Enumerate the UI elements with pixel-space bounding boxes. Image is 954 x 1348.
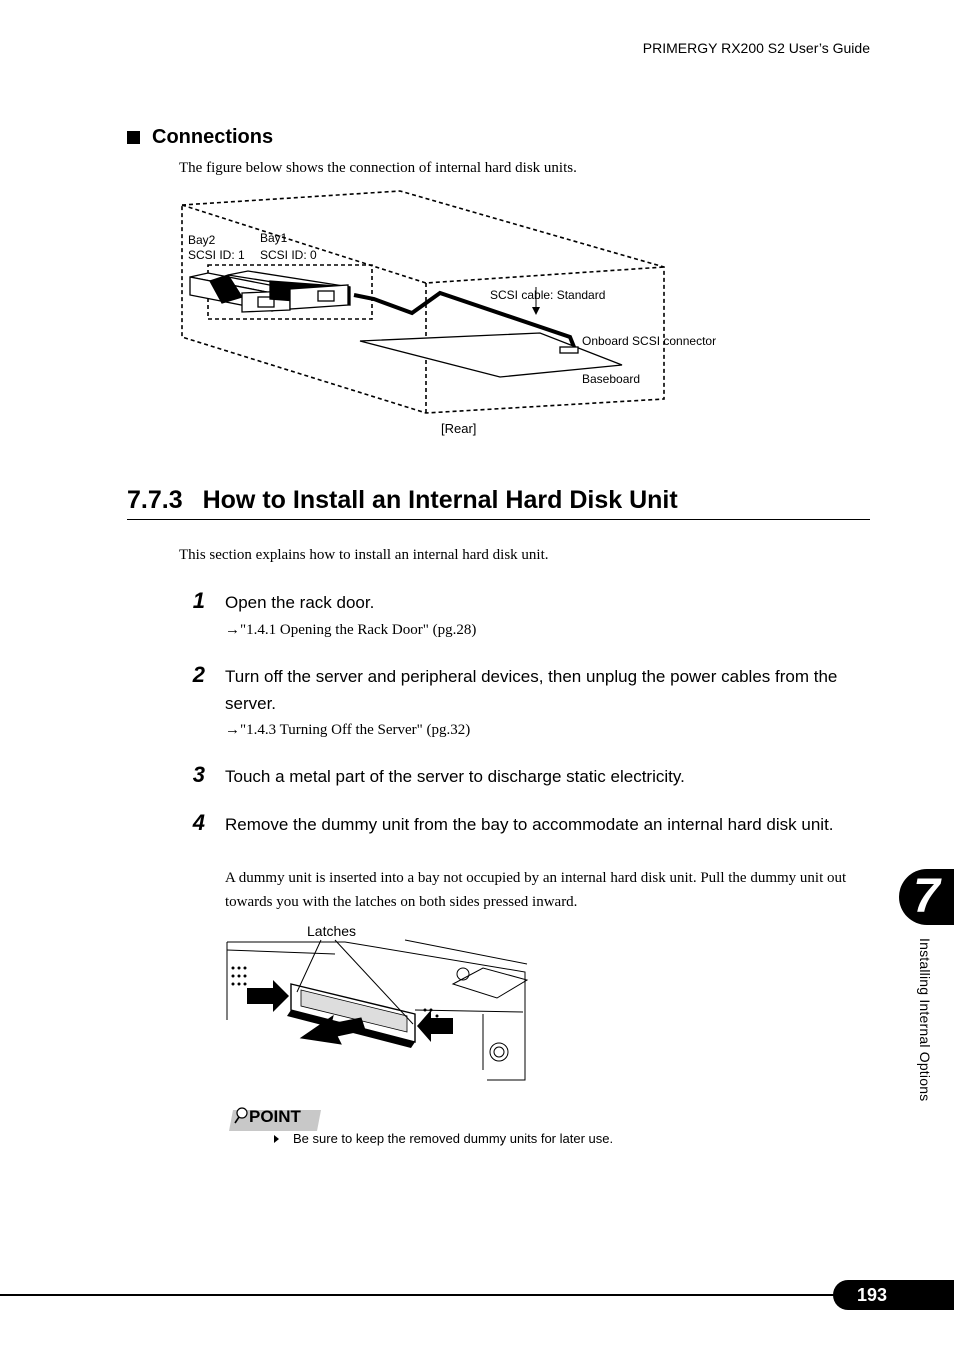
cable-label: SCSI cable: Standard	[490, 288, 606, 302]
running-header: PRIMERGY RX200 S2 User’s Guide	[642, 40, 870, 56]
section-number: 7.7.3	[127, 486, 183, 514]
point-bullet-text: Be sure to keep the removed dummy units for later use.	[293, 1131, 614, 1146]
bay1-label: Bay1	[260, 231, 288, 245]
baseboard-label: Baseboard	[582, 372, 641, 386]
chapter-side-label: Installing Internal Options	[917, 938, 933, 1102]
step-number: 3	[192, 762, 205, 787]
step-number: 4	[192, 810, 205, 835]
page-number: 193	[833, 1280, 954, 1310]
step-text: Open the rack door.	[225, 593, 375, 612]
magnifier-icon	[237, 1108, 247, 1118]
connections-heading	[127, 126, 273, 149]
step-text: Turn off the server and peripheral devices, then unplug the power cables from the server.	[225, 667, 838, 713]
connections-intro: The figure below shows the connection of internal hard disk units.	[179, 160, 577, 176]
connection-diagram	[170, 185, 740, 445]
step-reference-link[interactable]: →"1.4.1 Opening the Rack Door" (pg.28)	[225, 622, 477, 638]
right-push-arrow-icon	[417, 1010, 453, 1042]
latches-label: Latches	[307, 923, 357, 939]
bay1-id-label: SCSI ID: 0	[260, 248, 317, 262]
section-intro: This section explains how to install an internal hard disk unit.	[179, 547, 549, 563]
connections-title: Connections	[152, 126, 274, 148]
step-number: 1	[192, 588, 205, 613]
latch-pointer-left	[297, 940, 321, 992]
point-bullet	[274, 1131, 613, 1146]
point-badge	[229, 1104, 321, 1132]
point-label: POINT	[249, 1107, 301, 1126]
rear-label: [Rear]	[441, 421, 477, 436]
square-bullet-icon	[127, 131, 140, 144]
bullet-triangle-icon	[274, 1135, 279, 1143]
section-title: How to Install an Internal Hard Disk Unit	[202, 486, 678, 514]
left-push-arrow-icon	[247, 980, 289, 1012]
step-text: Touch a metal part of the server to discharge static electricity.	[225, 767, 685, 786]
footer-rule	[0, 1294, 840, 1296]
chapter-tab: 7	[899, 869, 954, 925]
step-reference-link[interactable]: →"1.4.3 Turning Off the Server" (pg.32)	[225, 722, 471, 738]
step-text: Remove the dummy unit from the bay to accommodate an internal hard disk unit.	[225, 815, 834, 834]
dummy-unit-illustration	[225, 920, 530, 1085]
onboard-connector	[560, 347, 578, 353]
bay2-id-label: SCSI ID: 1	[188, 248, 245, 262]
bay2-label: Bay2	[188, 233, 216, 247]
section-heading	[127, 486, 870, 520]
step-number: 2	[192, 662, 205, 687]
connector-label: Onboard SCSI connector	[582, 334, 717, 348]
step-description: A dummy unit is inserted into a bay not occupied by an internal hard disk unit. Pull the dummy unit out towards you with the latches on both sides pressed inward.	[225, 870, 847, 910]
pointer-arrow-icon	[532, 307, 540, 315]
